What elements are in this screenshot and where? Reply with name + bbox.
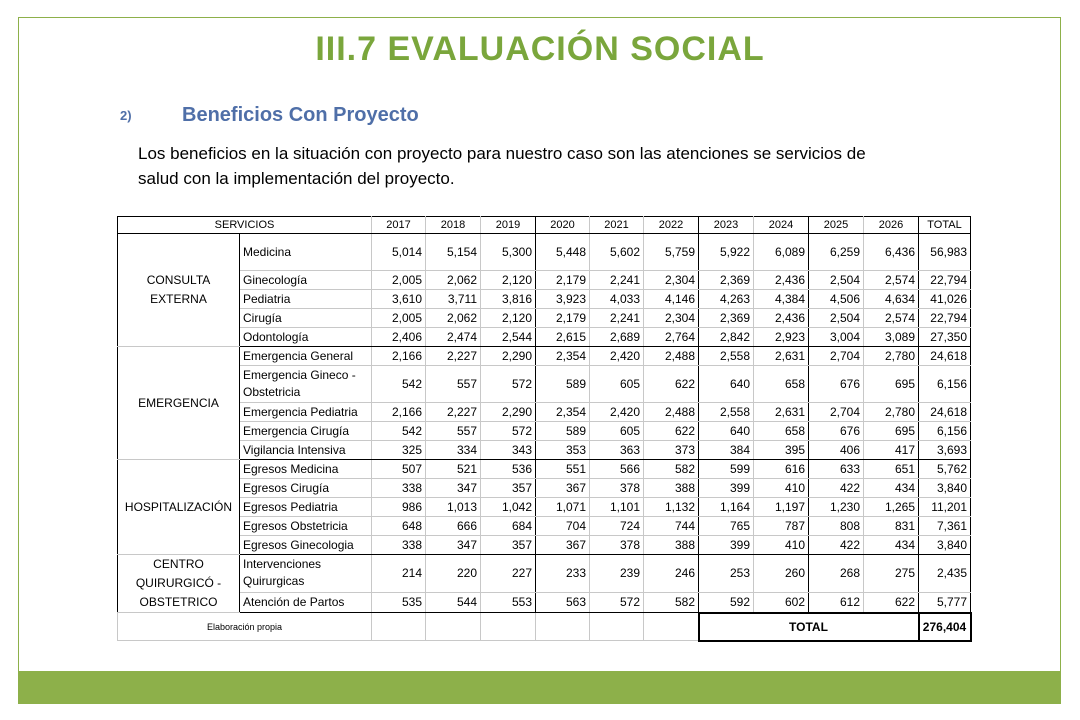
- value-cell: 2,062: [426, 271, 481, 290]
- row-total: 22,794: [919, 309, 971, 328]
- grand-total-value: 276,404: [919, 613, 971, 641]
- value-cell: 399: [699, 479, 754, 498]
- service-name: Emergencia Cirugía: [240, 422, 372, 441]
- value-cell: 2,842: [699, 328, 754, 347]
- value-cell: 2,631: [754, 347, 809, 366]
- value-cell: 563: [536, 592, 590, 612]
- group-label: CENTRO QUIRURGICÓ - OBSTETRICO: [118, 555, 240, 613]
- row-total: 24,618: [919, 347, 971, 366]
- value-cell: 2,241: [590, 271, 644, 290]
- value-cell: 521: [426, 460, 481, 479]
- value-cell: 246: [644, 555, 699, 593]
- value-cell: 1,013: [426, 498, 481, 517]
- value-cell: 2,406: [372, 328, 426, 347]
- value-cell: 422: [809, 479, 864, 498]
- value-cell: 410: [754, 479, 809, 498]
- footer-row: [118, 613, 971, 641]
- value-cell: 2,369: [699, 271, 754, 290]
- service-name: Egresos Ginecologia: [240, 536, 372, 555]
- empty-cell: [644, 613, 699, 641]
- value-cell: 553: [481, 592, 536, 612]
- value-cell: 2,166: [372, 403, 426, 422]
- value-cell: 2,558: [699, 403, 754, 422]
- value-cell: 566: [590, 460, 644, 479]
- row-total: 24,618: [919, 403, 971, 422]
- table-row: [118, 536, 971, 555]
- table-row: [118, 347, 971, 366]
- service-name: Cirugía: [240, 309, 372, 328]
- value-cell: 5,154: [426, 234, 481, 271]
- value-cell: 2,704: [809, 347, 864, 366]
- service-name: Ginecología: [240, 271, 372, 290]
- value-cell: 2,436: [754, 271, 809, 290]
- value-cell: 2,436: [754, 309, 809, 328]
- value-cell: 6,089: [754, 234, 809, 271]
- value-cell: 2,062: [426, 309, 481, 328]
- row-total: 5,777: [919, 592, 971, 612]
- value-cell: 622: [864, 592, 919, 612]
- value-cell: 2,420: [590, 347, 644, 366]
- value-cell: 6,259: [809, 234, 864, 271]
- value-cell: 388: [644, 536, 699, 555]
- value-cell: 2,420: [590, 403, 644, 422]
- value-cell: 542: [372, 366, 426, 403]
- value-cell: 239: [590, 555, 644, 593]
- value-cell: 4,506: [809, 290, 864, 309]
- value-cell: 2,227: [426, 347, 481, 366]
- value-cell: 2,780: [864, 403, 919, 422]
- table-row: [118, 555, 971, 593]
- value-cell: 1,230: [809, 498, 864, 517]
- year-header: 2020: [536, 217, 590, 234]
- value-cell: 2,304: [644, 309, 699, 328]
- group-label: EMERGENCIA: [118, 347, 240, 460]
- value-cell: 551: [536, 460, 590, 479]
- value-cell: 5,300: [481, 234, 536, 271]
- row-total: 11,201: [919, 498, 971, 517]
- value-cell: 605: [590, 366, 644, 403]
- value-cell: 2,166: [372, 347, 426, 366]
- table-row: [118, 460, 971, 479]
- value-cell: 233: [536, 555, 590, 593]
- value-cell: 5,602: [590, 234, 644, 271]
- value-cell: 2,241: [590, 309, 644, 328]
- value-cell: 3,089: [864, 328, 919, 347]
- value-cell: 3,923: [536, 290, 590, 309]
- value-cell: 592: [699, 592, 754, 612]
- value-cell: 338: [372, 536, 426, 555]
- row-total: 56,983: [919, 234, 971, 271]
- row-total: 7,361: [919, 517, 971, 536]
- value-cell: 787: [754, 517, 809, 536]
- value-cell: 4,634: [864, 290, 919, 309]
- group-label: HOSPITALIZACIÓN: [118, 460, 240, 555]
- table-row: [118, 328, 971, 347]
- value-cell: 2,574: [864, 309, 919, 328]
- group-label: CONSULTA EXTERNA: [118, 234, 240, 347]
- service-name: Intervenciones Quirurgicas: [240, 555, 372, 593]
- row-total: 6,156: [919, 366, 971, 403]
- table-row: [118, 403, 971, 422]
- value-cell: 5,922: [699, 234, 754, 271]
- value-cell: 363: [590, 441, 644, 460]
- value-cell: 3,816: [481, 290, 536, 309]
- table-row: [118, 517, 971, 536]
- year-header: 2024: [754, 217, 809, 234]
- value-cell: 1,042: [481, 498, 536, 517]
- value-cell: 220: [426, 555, 481, 593]
- value-cell: 666: [426, 517, 481, 536]
- service-name: Odontología: [240, 328, 372, 347]
- value-cell: 338: [372, 479, 426, 498]
- row-total: 41,026: [919, 290, 971, 309]
- value-cell: 384: [699, 441, 754, 460]
- value-cell: 2,354: [536, 347, 590, 366]
- service-name: Vigilancia Intensiva: [240, 441, 372, 460]
- value-cell: 765: [699, 517, 754, 536]
- value-cell: 684: [481, 517, 536, 536]
- value-cell: 6,436: [864, 234, 919, 271]
- value-cell: 658: [754, 366, 809, 403]
- value-cell: 535: [372, 592, 426, 612]
- value-cell: 602: [754, 592, 809, 612]
- value-cell: 658: [754, 422, 809, 441]
- value-cell: 633: [809, 460, 864, 479]
- value-cell: 808: [809, 517, 864, 536]
- year-header: 2025: [809, 217, 864, 234]
- service-name: Egresos Medicina: [240, 460, 372, 479]
- value-cell: 582: [644, 592, 699, 612]
- value-cell: 2,923: [754, 328, 809, 347]
- value-cell: 2,290: [481, 403, 536, 422]
- value-cell: 2,005: [372, 309, 426, 328]
- value-cell: 744: [644, 517, 699, 536]
- value-cell: 599: [699, 460, 754, 479]
- value-cell: 1,071: [536, 498, 590, 517]
- value-cell: 5,448: [536, 234, 590, 271]
- value-cell: 434: [864, 479, 919, 498]
- value-cell: 2,764: [644, 328, 699, 347]
- table-row: [118, 441, 971, 460]
- row-total: 2,435: [919, 555, 971, 593]
- empty-cell: [536, 613, 590, 641]
- row-total: 27,350: [919, 328, 971, 347]
- value-cell: 373: [644, 441, 699, 460]
- page-title: III.7 EVALUACIÓN SOCIAL: [315, 30, 765, 68]
- value-cell: 695: [864, 366, 919, 403]
- value-cell: 572: [481, 422, 536, 441]
- value-cell: 2,369: [699, 309, 754, 328]
- value-cell: 357: [481, 536, 536, 555]
- section-title: Beneficios Con Proyecto: [182, 104, 419, 126]
- value-cell: 2,304: [644, 271, 699, 290]
- value-cell: 622: [644, 366, 699, 403]
- table-row: [118, 290, 971, 309]
- service-name: Egresos Pediatria: [240, 498, 372, 517]
- value-cell: 2,120: [481, 309, 536, 328]
- value-cell: 648: [372, 517, 426, 536]
- value-cell: 367: [536, 479, 590, 498]
- value-cell: 536: [481, 460, 536, 479]
- empty-cell: [426, 613, 481, 641]
- value-cell: 388: [644, 479, 699, 498]
- value-cell: 2,574: [864, 271, 919, 290]
- description-paragraph: [138, 141, 998, 191]
- benefits-table: [117, 216, 972, 642]
- paragraph-line-2: salud con la implementación del proyecto.: [138, 169, 455, 188]
- value-cell: 334: [426, 441, 481, 460]
- value-cell: 347: [426, 479, 481, 498]
- value-cell: 422: [809, 536, 864, 555]
- value-cell: 2,615: [536, 328, 590, 347]
- row-total: 5,762: [919, 460, 971, 479]
- value-cell: 2,488: [644, 403, 699, 422]
- value-cell: 353: [536, 441, 590, 460]
- value-cell: 347: [426, 536, 481, 555]
- value-cell: 557: [426, 366, 481, 403]
- value-cell: 2,354: [536, 403, 590, 422]
- value-cell: 622: [644, 422, 699, 441]
- value-cell: 2,704: [809, 403, 864, 422]
- empty-cell: [372, 613, 426, 641]
- value-cell: 542: [372, 422, 426, 441]
- value-cell: 2,120: [481, 271, 536, 290]
- value-cell: 589: [536, 366, 590, 403]
- value-cell: 724: [590, 517, 644, 536]
- value-cell: 651: [864, 460, 919, 479]
- section-number: 2): [120, 108, 132, 123]
- row-total: 3,840: [919, 536, 971, 555]
- value-cell: 2,780: [864, 347, 919, 366]
- value-cell: 2,005: [372, 271, 426, 290]
- paragraph-line-1: Los beneficios en la situación con proyecto para nuestro caso son las atenciones se servicios de: [138, 144, 866, 163]
- service-name: Medicina: [240, 234, 372, 271]
- grand-total-label: TOTAL: [699, 613, 919, 641]
- services-header: SERVICIOS: [118, 217, 372, 234]
- value-cell: 2,179: [536, 309, 590, 328]
- value-cell: 367: [536, 536, 590, 555]
- value-cell: 704: [536, 517, 590, 536]
- value-cell: 4,384: [754, 290, 809, 309]
- value-cell: 378: [590, 479, 644, 498]
- value-cell: 268: [809, 555, 864, 593]
- value-cell: 5,014: [372, 234, 426, 271]
- value-cell: 325: [372, 441, 426, 460]
- empty-cell: [481, 613, 536, 641]
- value-cell: 2,179: [536, 271, 590, 290]
- row-total: 3,693: [919, 441, 971, 460]
- value-cell: 616: [754, 460, 809, 479]
- value-cell: 1,132: [644, 498, 699, 517]
- value-cell: 253: [699, 555, 754, 593]
- value-cell: 582: [644, 460, 699, 479]
- value-cell: 2,558: [699, 347, 754, 366]
- value-cell: 2,227: [426, 403, 481, 422]
- value-cell: 2,631: [754, 403, 809, 422]
- value-cell: 378: [590, 536, 644, 555]
- service-name: Emergencia General: [240, 347, 372, 366]
- value-cell: 3,711: [426, 290, 481, 309]
- value-cell: 2,689: [590, 328, 644, 347]
- value-cell: 410: [754, 536, 809, 555]
- service-name: Emergencia Gineco - Obstetricia: [240, 366, 372, 403]
- value-cell: 831: [864, 517, 919, 536]
- header-row: [118, 217, 971, 234]
- value-cell: 343: [481, 441, 536, 460]
- year-header: 2022: [644, 217, 699, 234]
- value-cell: 640: [699, 366, 754, 403]
- row-total: 3,840: [919, 479, 971, 498]
- value-cell: 572: [481, 366, 536, 403]
- value-cell: 3,004: [809, 328, 864, 347]
- footer-bar: [18, 672, 1061, 704]
- service-name: Pediatria: [240, 290, 372, 309]
- value-cell: 434: [864, 536, 919, 555]
- year-header: 2018: [426, 217, 481, 234]
- section-heading: [120, 104, 419, 127]
- empty-cell: [590, 613, 644, 641]
- value-cell: 399: [699, 536, 754, 555]
- table-row: [118, 592, 971, 612]
- value-cell: 3,610: [372, 290, 426, 309]
- value-cell: 2,488: [644, 347, 699, 366]
- service-name: Egresos Obstetricia: [240, 517, 372, 536]
- value-cell: 2,544: [481, 328, 536, 347]
- value-cell: 4,033: [590, 290, 644, 309]
- value-cell: 260: [754, 555, 809, 593]
- value-cell: 1,197: [754, 498, 809, 517]
- value-cell: 544: [426, 592, 481, 612]
- source-note: Elaboración propia: [118, 613, 372, 641]
- row-total: 6,156: [919, 422, 971, 441]
- service-name: Egresos Cirugía: [240, 479, 372, 498]
- table-row: [118, 309, 971, 328]
- value-cell: 1,101: [590, 498, 644, 517]
- value-cell: 214: [372, 555, 426, 593]
- service-name: Emergencia Pediatria: [240, 403, 372, 422]
- value-cell: 640: [699, 422, 754, 441]
- table-row: [118, 498, 971, 517]
- value-cell: 5,759: [644, 234, 699, 271]
- value-cell: 2,474: [426, 328, 481, 347]
- value-cell: 695: [864, 422, 919, 441]
- value-cell: 676: [809, 366, 864, 403]
- value-cell: 612: [809, 592, 864, 612]
- year-header: 2023: [699, 217, 754, 234]
- value-cell: 2,504: [809, 309, 864, 328]
- value-cell: 357: [481, 479, 536, 498]
- total-header: TOTAL: [919, 217, 971, 234]
- table-row: [118, 422, 971, 441]
- value-cell: 395: [754, 441, 809, 460]
- value-cell: 676: [809, 422, 864, 441]
- row-total: 22,794: [919, 271, 971, 290]
- value-cell: 2,504: [809, 271, 864, 290]
- value-cell: 572: [590, 592, 644, 612]
- value-cell: 1,164: [699, 498, 754, 517]
- service-name: Atención de Partos: [240, 592, 372, 612]
- table-row: [118, 234, 971, 271]
- value-cell: 227: [481, 555, 536, 593]
- table-row: [118, 366, 971, 403]
- value-cell: 557: [426, 422, 481, 441]
- value-cell: 507: [372, 460, 426, 479]
- value-cell: 2,290: [481, 347, 536, 366]
- value-cell: 4,263: [699, 290, 754, 309]
- year-header: 2026: [864, 217, 919, 234]
- value-cell: 589: [536, 422, 590, 441]
- value-cell: 986: [372, 498, 426, 517]
- table-row: [118, 271, 971, 290]
- value-cell: 275: [864, 555, 919, 593]
- year-header: 2021: [590, 217, 644, 234]
- value-cell: 4,146: [644, 290, 699, 309]
- value-cell: 406: [809, 441, 864, 460]
- value-cell: 605: [590, 422, 644, 441]
- value-cell: 417: [864, 441, 919, 460]
- table-row: [118, 479, 971, 498]
- year-header: 2017: [372, 217, 426, 234]
- year-header: 2019: [481, 217, 536, 234]
- value-cell: 1,265: [864, 498, 919, 517]
